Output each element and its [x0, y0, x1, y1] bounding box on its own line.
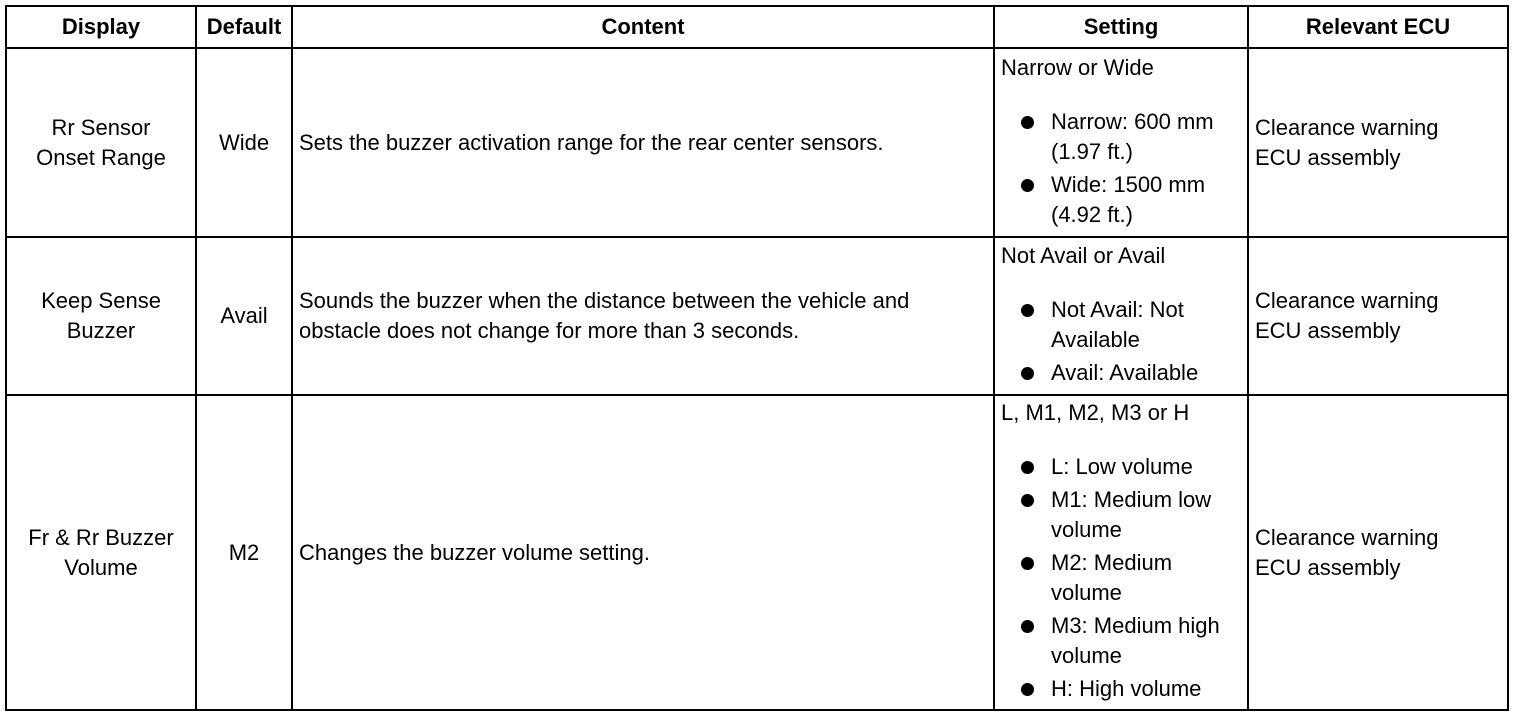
ecu-line: Clearance warning — [1255, 524, 1439, 550]
display-cell — [6, 48, 196, 237]
table-header — [6, 6, 1508, 48]
setting-option-text: L: Low volume — [1051, 454, 1193, 479]
table-row — [6, 237, 1508, 395]
display-line: Fr & Rr Buzzer — [28, 524, 174, 550]
setting-options-list — [1001, 452, 1241, 704]
ecu-line: ECU assembly — [1255, 554, 1401, 580]
setting-summary: L, M1, M2, M3 or H — [1001, 400, 1190, 425]
default-cell: Wide — [196, 48, 292, 237]
setting-option-text: H: High volume — [1051, 676, 1202, 701]
bullet-icon — [1021, 367, 1034, 380]
display-cell — [6, 395, 196, 710]
table-row — [6, 48, 1508, 237]
header-content: Content — [292, 6, 994, 48]
content-cell: Sounds the buzzer when the distance between the vehicle and obstacle does not change for more than 3 seconds. — [292, 237, 994, 395]
setting-option-text: M2: Medium volume — [1051, 550, 1173, 605]
setting-option — [1001, 548, 1241, 608]
ecu-line: ECU assembly — [1255, 144, 1401, 170]
setting-option — [1001, 170, 1241, 230]
setting-option — [1001, 611, 1241, 671]
setting-cell — [994, 237, 1248, 395]
setting-option — [1001, 485, 1241, 545]
bullet-icon — [1021, 179, 1034, 192]
setting-option-text: Avail: Available — [1051, 360, 1199, 385]
content-cell: Sets the buzzer activation range for the rear center sensors. — [292, 48, 994, 237]
bullet-icon — [1021, 116, 1034, 129]
default-cell: M2 — [196, 395, 292, 710]
setting-option — [1001, 674, 1241, 704]
bullet-icon — [1021, 494, 1034, 507]
display-line: Rr Sensor — [51, 114, 151, 140]
ecu-cell — [1248, 48, 1508, 237]
setting-summary: Not Avail or Avail — [1001, 243, 1166, 268]
setting-option-text: Wide: 1500 mm (4.92 ft.) — [1051, 171, 1206, 227]
table-row — [6, 395, 1508, 710]
header-default: Default — [196, 6, 292, 48]
setting-option — [1001, 358, 1241, 388]
setting-option-text: Narrow: 600 mm (1.97 ft.) — [1051, 108, 1214, 164]
bullet-icon — [1021, 683, 1034, 696]
setting-option-text: Not Avail: Not Available — [1051, 297, 1184, 352]
ecu-line: Clearance warning — [1255, 114, 1439, 140]
display-line: Volume — [64, 554, 138, 580]
setting-cell — [994, 48, 1248, 237]
bullet-icon — [1021, 304, 1034, 317]
setting-option — [1001, 452, 1241, 482]
bullet-icon — [1021, 557, 1034, 570]
setting-summary: Narrow or Wide — [1001, 54, 1154, 80]
setting-option — [1001, 295, 1241, 355]
bullet-icon — [1021, 461, 1034, 474]
ecu-line: Clearance warning — [1255, 288, 1439, 313]
settings-table — [5, 5, 1509, 711]
display-line: Keep Sense — [41, 288, 161, 313]
header-relevant-ecu: Relevant ECU — [1248, 6, 1508, 48]
ecu-cell — [1248, 237, 1508, 395]
header-row — [6, 6, 1508, 48]
content-cell: Changes the buzzer volume setting. — [292, 395, 994, 710]
display-line: Onset Range — [36, 144, 166, 170]
default-cell: Avail — [196, 237, 292, 395]
setting-option-text: M3: Medium high volume — [1051, 613, 1220, 668]
setting-options-list — [1001, 295, 1241, 388]
bullet-icon — [1021, 620, 1034, 633]
setting-options-list — [1001, 107, 1241, 230]
display-line: Buzzer — [66, 318, 136, 343]
header-setting: Setting — [994, 6, 1248, 48]
ecu-line: ECU assembly — [1255, 318, 1401, 343]
table-body — [6, 48, 1508, 710]
setting-option — [1001, 107, 1241, 167]
setting-cell — [994, 395, 1248, 710]
setting-option-text: M1: Medium low volume — [1051, 487, 1212, 542]
header-display: Display — [6, 6, 196, 48]
ecu-cell — [1248, 395, 1508, 710]
display-cell — [6, 237, 196, 395]
